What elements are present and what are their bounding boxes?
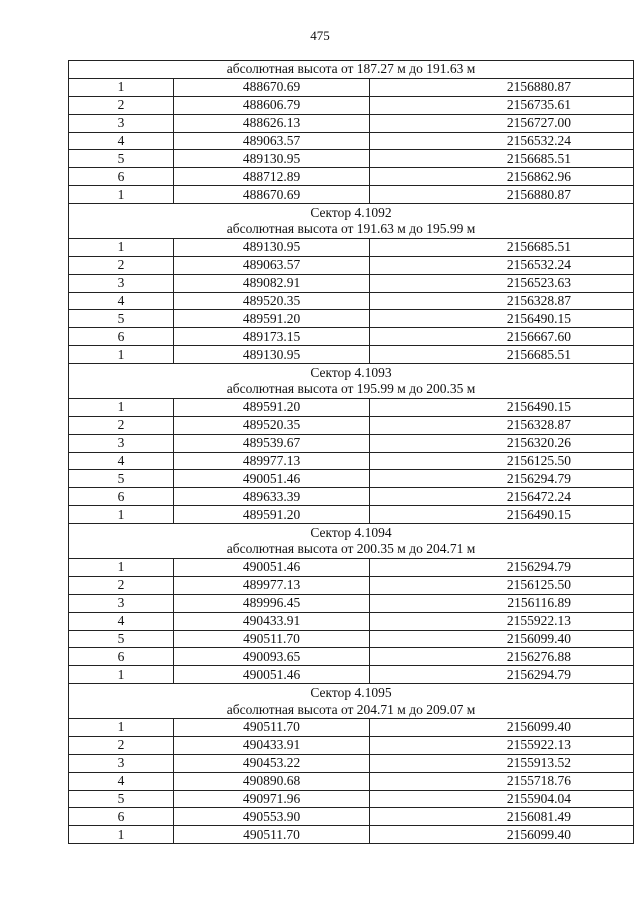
altitude-range-row (69, 221, 634, 238)
table-row (69, 238, 634, 256)
table-row (69, 826, 634, 844)
point-number: 5 (69, 150, 174, 168)
x-coordinate: 488670.69 (174, 186, 370, 204)
point-number: 6 (69, 808, 174, 826)
x-coordinate: 489520.35 (174, 416, 370, 434)
x-coordinate: 489130.95 (174, 238, 370, 256)
point-number: 5 (69, 310, 174, 328)
table-row (69, 416, 634, 434)
y-coordinate: 2156685.51 (370, 346, 634, 364)
table-row (69, 328, 634, 346)
y-coordinate: 2156490.15 (370, 506, 634, 524)
point-number: 2 (69, 96, 174, 114)
table-row (69, 346, 634, 364)
y-coordinate: 2156490.15 (370, 310, 634, 328)
x-coordinate: 489977.13 (174, 452, 370, 470)
y-coordinate: 2156116.89 (370, 594, 634, 612)
table-row (69, 78, 634, 96)
sector-title-row (69, 524, 634, 541)
x-coordinate: 490051.46 (174, 666, 370, 684)
x-coordinate: 490453.22 (174, 754, 370, 772)
x-coordinate: 489520.35 (174, 292, 370, 310)
table-row (69, 666, 634, 684)
point-number: 1 (69, 186, 174, 204)
x-coordinate: 489063.57 (174, 132, 370, 150)
y-coordinate: 2156328.87 (370, 416, 634, 434)
table-row (69, 398, 634, 416)
y-coordinate: 2156099.40 (370, 630, 634, 648)
table-row (69, 594, 634, 612)
point-number: 6 (69, 328, 174, 346)
y-coordinate: 2155718.76 (370, 772, 634, 790)
point-number: 3 (69, 114, 174, 132)
x-coordinate: 489591.20 (174, 310, 370, 328)
table-row (69, 648, 634, 666)
table-row (69, 452, 634, 470)
x-coordinate: 490433.91 (174, 612, 370, 630)
altitude-range-row (69, 381, 634, 398)
point-number: 5 (69, 470, 174, 488)
table-row (69, 256, 634, 274)
y-coordinate: 2156727.00 (370, 114, 634, 132)
table-row (69, 772, 634, 790)
y-coordinate: 2156099.40 (370, 826, 634, 844)
point-number: 1 (69, 666, 174, 684)
table-row (69, 558, 634, 576)
table-row (69, 274, 634, 292)
x-coordinate: 490511.70 (174, 826, 370, 844)
table-row (69, 292, 634, 310)
table-row (69, 808, 634, 826)
altitude-range: абсолютная высота от 195.99 м до 200.35 м (69, 381, 634, 398)
x-coordinate: 488712.89 (174, 168, 370, 186)
y-coordinate: 2155922.13 (370, 612, 634, 630)
x-coordinate: 490433.91 (174, 736, 370, 754)
point-number: 5 (69, 790, 174, 808)
point-number: 1 (69, 506, 174, 524)
x-coordinate: 489130.95 (174, 346, 370, 364)
y-coordinate: 2156081.49 (370, 808, 634, 826)
point-number: 6 (69, 168, 174, 186)
y-coordinate: 2155904.04 (370, 790, 634, 808)
altitude-range: абсолютная высота от 200.35 м до 204.71 м (69, 541, 634, 558)
table-row (69, 488, 634, 506)
table-row (69, 434, 634, 452)
coordinates-table (68, 60, 634, 844)
point-number: 4 (69, 612, 174, 630)
x-coordinate: 489130.95 (174, 150, 370, 168)
x-coordinate: 490890.68 (174, 772, 370, 790)
y-coordinate: 2156125.50 (370, 576, 634, 594)
x-coordinate: 489977.13 (174, 576, 370, 594)
y-coordinate: 2156320.26 (370, 434, 634, 452)
table-row (69, 630, 634, 648)
y-coordinate: 2156862.96 (370, 168, 634, 186)
table-row (69, 168, 634, 186)
x-coordinate: 489633.39 (174, 488, 370, 506)
x-coordinate: 490553.90 (174, 808, 370, 826)
x-coordinate: 489539.67 (174, 434, 370, 452)
point-number: 3 (69, 754, 174, 772)
y-coordinate: 2156685.51 (370, 150, 634, 168)
x-coordinate: 490511.70 (174, 718, 370, 736)
table-row (69, 506, 634, 524)
y-coordinate: 2156667.60 (370, 328, 634, 346)
table-row (69, 132, 634, 150)
point-number: 4 (69, 772, 174, 790)
point-number: 1 (69, 398, 174, 416)
point-number: 2 (69, 736, 174, 754)
table-row (69, 576, 634, 594)
x-coordinate: 488626.13 (174, 114, 370, 132)
point-number: 6 (69, 488, 174, 506)
point-number: 1 (69, 718, 174, 736)
x-coordinate: 490971.96 (174, 790, 370, 808)
table-row (69, 150, 634, 168)
point-number: 1 (69, 558, 174, 576)
point-number: 1 (69, 238, 174, 256)
y-coordinate: 2156490.15 (370, 398, 634, 416)
x-coordinate: 489996.45 (174, 594, 370, 612)
altitude-range-row (69, 541, 634, 558)
point-number: 2 (69, 416, 174, 434)
y-coordinate: 2156472.24 (370, 488, 634, 506)
sector-title: Сектор 4.1093 (69, 364, 634, 381)
x-coordinate: 489591.20 (174, 506, 370, 524)
table-row (69, 790, 634, 808)
table-row (69, 114, 634, 132)
table-row (69, 470, 634, 488)
x-coordinate: 490511.70 (174, 630, 370, 648)
sector-title: Сектор 4.1095 (69, 684, 634, 701)
x-coordinate: 489063.57 (174, 256, 370, 274)
altitude-range: абсолютная высота от 187.27 м до 191.63 м (69, 61, 634, 79)
y-coordinate: 2155913.52 (370, 754, 634, 772)
x-coordinate: 489082.91 (174, 274, 370, 292)
table-row (69, 718, 634, 736)
y-coordinate: 2156685.51 (370, 238, 634, 256)
point-number: 2 (69, 576, 174, 594)
y-coordinate: 2156523.63 (370, 274, 634, 292)
y-coordinate: 2156125.50 (370, 452, 634, 470)
y-coordinate: 2156735.61 (370, 96, 634, 114)
y-coordinate: 2156880.87 (370, 186, 634, 204)
point-number: 2 (69, 256, 174, 274)
y-coordinate: 2156294.79 (370, 666, 634, 684)
sector-title-row (69, 364, 634, 381)
y-coordinate: 2155922.13 (370, 736, 634, 754)
point-number: 4 (69, 132, 174, 150)
x-coordinate: 489173.15 (174, 328, 370, 346)
y-coordinate: 2156532.24 (370, 256, 634, 274)
point-number: 1 (69, 346, 174, 364)
altitude-range: абсолютная высота от 191.63 м до 195.99 м (69, 221, 634, 238)
table-row (69, 186, 634, 204)
point-number: 3 (69, 594, 174, 612)
y-coordinate: 2156099.40 (370, 718, 634, 736)
x-coordinate: 488606.79 (174, 96, 370, 114)
table-row (69, 96, 634, 114)
altitude-range-row (69, 61, 634, 79)
x-coordinate: 490051.46 (174, 558, 370, 576)
x-coordinate: 489591.20 (174, 398, 370, 416)
x-coordinate: 488670.69 (174, 78, 370, 96)
y-coordinate: 2156880.87 (370, 78, 634, 96)
table-row (69, 754, 634, 772)
point-number: 5 (69, 630, 174, 648)
point-number: 6 (69, 648, 174, 666)
sector-title: Сектор 4.1092 (69, 204, 634, 221)
table-row (69, 736, 634, 754)
point-number: 1 (69, 826, 174, 844)
point-number: 4 (69, 452, 174, 470)
y-coordinate: 2156532.24 (370, 132, 634, 150)
y-coordinate: 2156328.87 (370, 292, 634, 310)
table-row (69, 310, 634, 328)
point-number: 3 (69, 434, 174, 452)
x-coordinate: 490051.46 (174, 470, 370, 488)
y-coordinate: 2156276.88 (370, 648, 634, 666)
sector-title: Сектор 4.1094 (69, 524, 634, 541)
point-number: 4 (69, 292, 174, 310)
coordinates-table-body (69, 61, 634, 844)
y-coordinate: 2156294.79 (370, 558, 634, 576)
altitude-range: абсолютная высота от 204.71 м до 209.07 м (69, 701, 634, 718)
altitude-range-row (69, 701, 634, 718)
point-number: 1 (69, 78, 174, 96)
page-number: 475 (310, 28, 330, 43)
sector-title-row (69, 684, 634, 701)
y-coordinate: 2156294.79 (370, 470, 634, 488)
sector-title-row (69, 204, 634, 221)
table-row (69, 612, 634, 630)
point-number: 3 (69, 274, 174, 292)
x-coordinate: 490093.65 (174, 648, 370, 666)
